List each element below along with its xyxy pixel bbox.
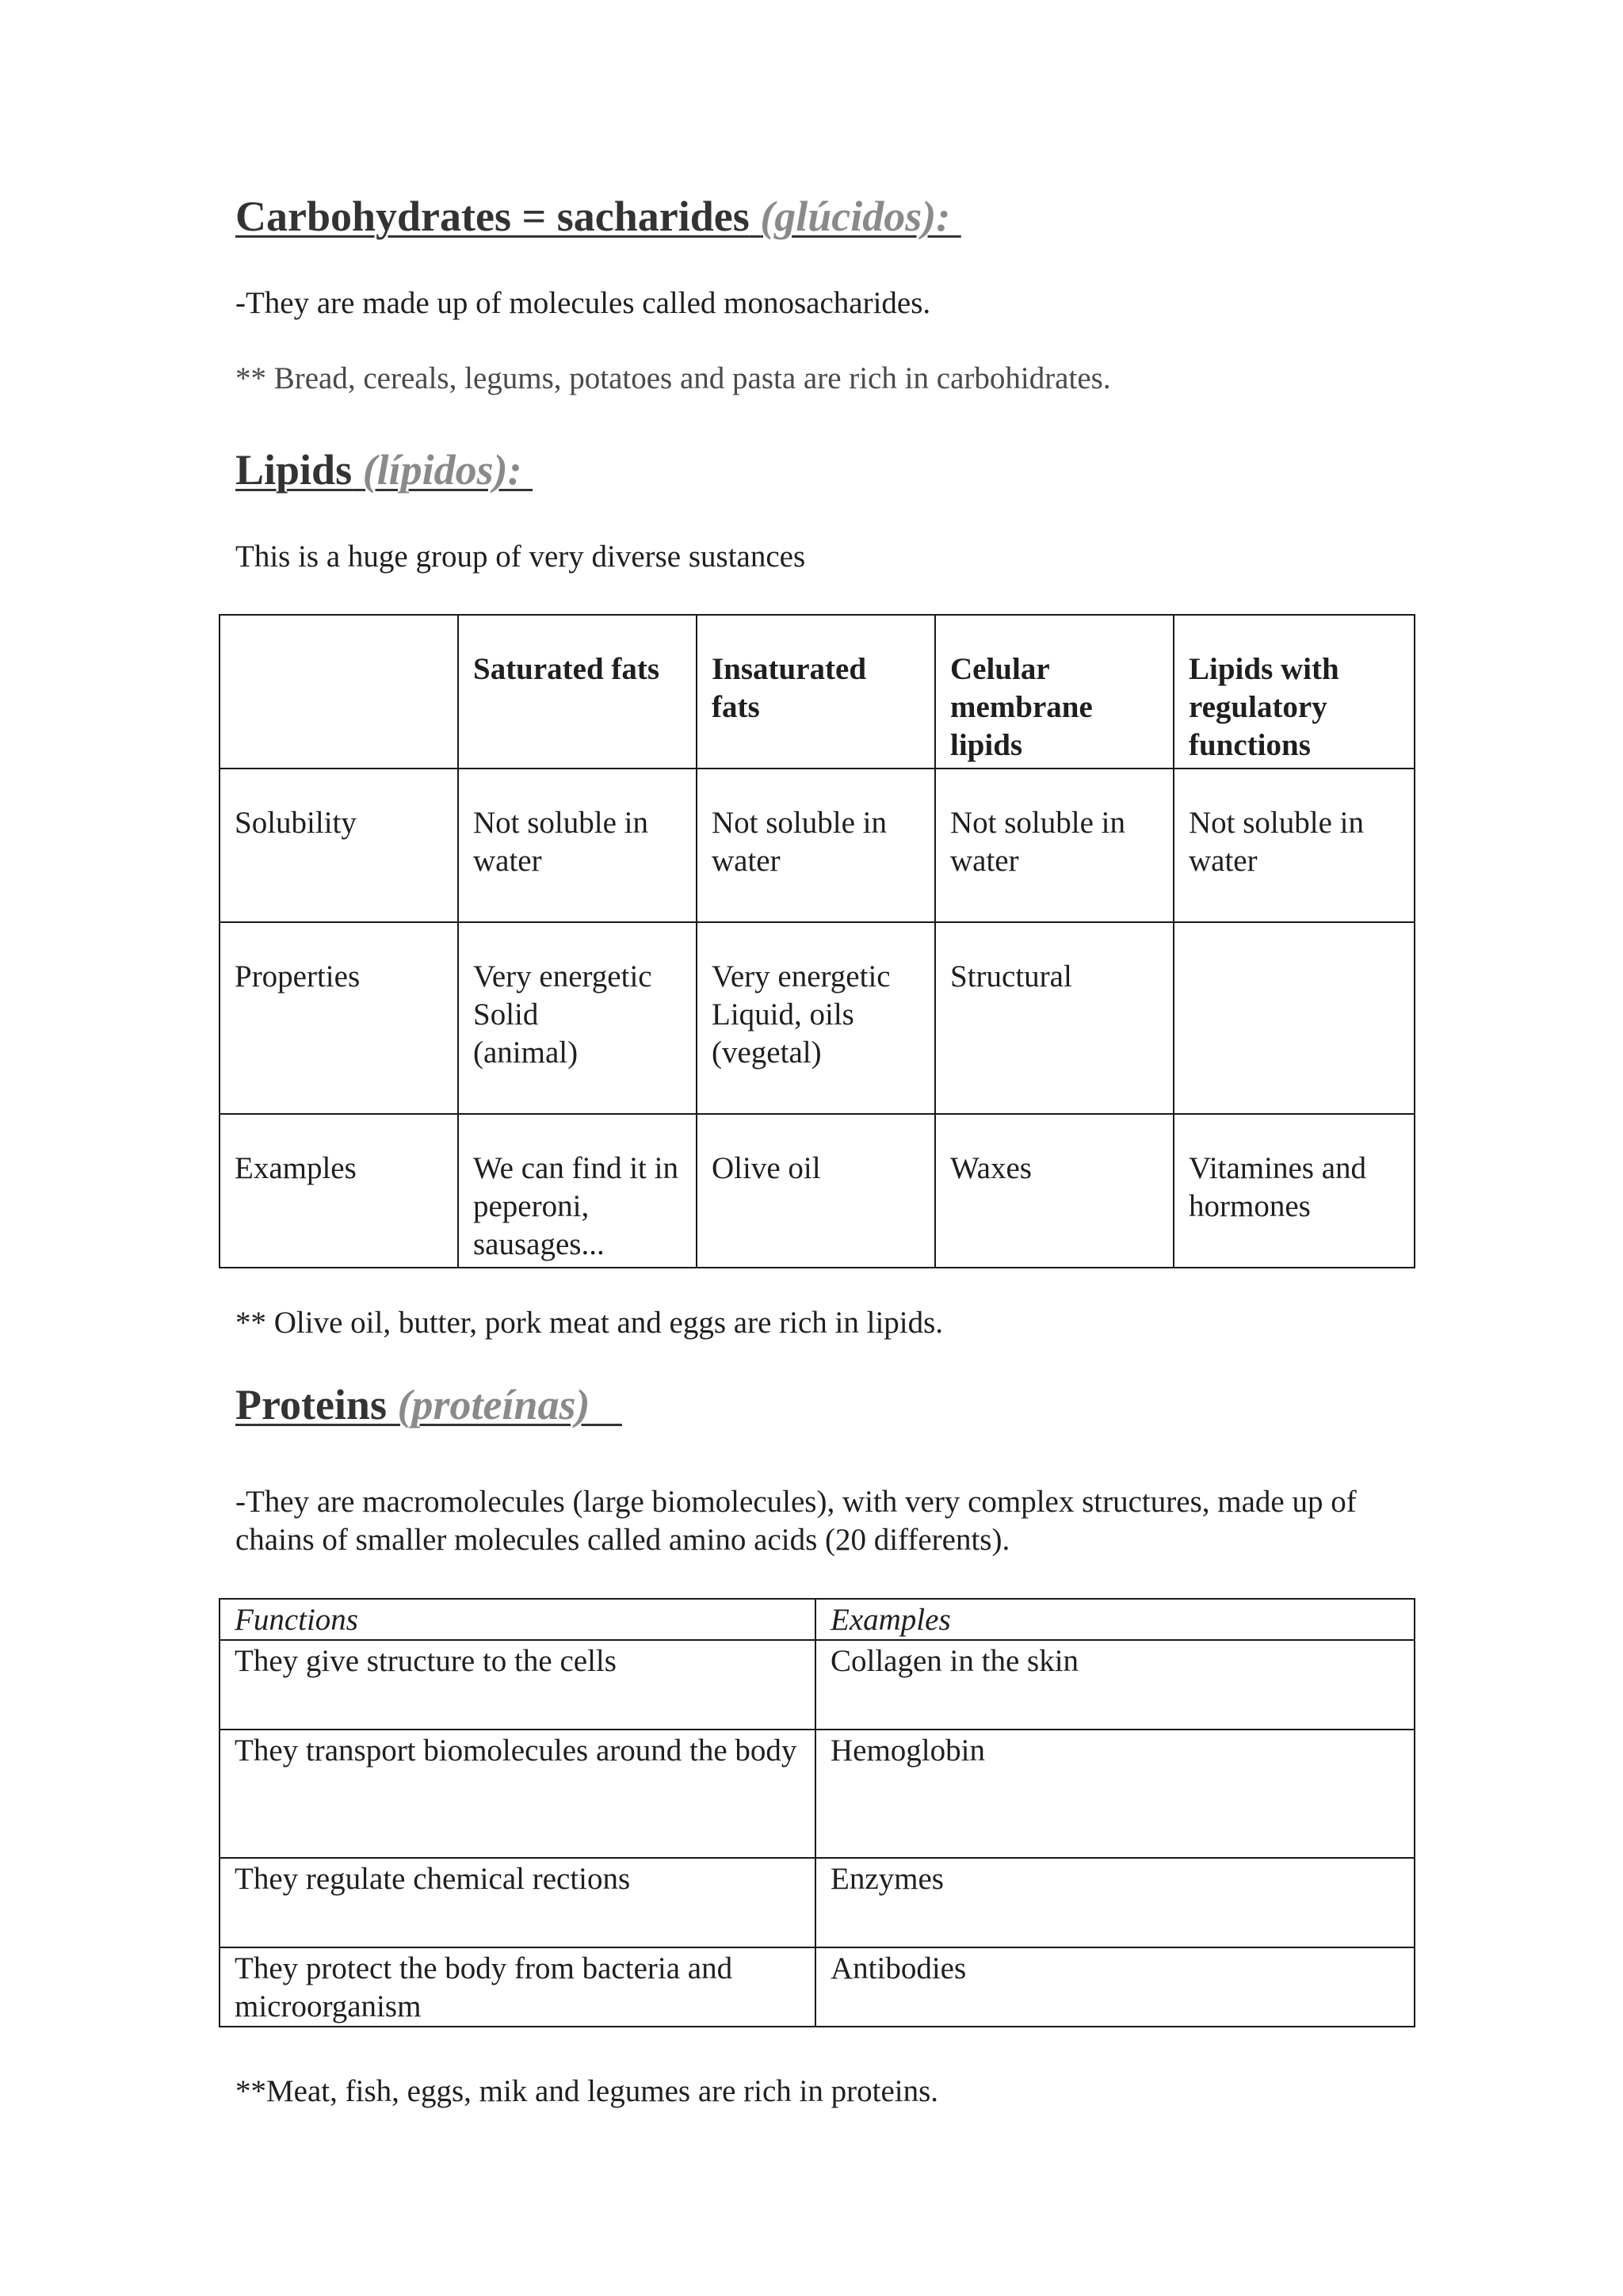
cell-line: (vegetal) bbox=[712, 1035, 822, 1070]
table-cell bbox=[458, 922, 697, 1114]
carbohydrates-line-2: ** Bread, cereals, legums, potatoes and pasta are rich in carbohidrates. bbox=[235, 361, 1111, 395]
table-row bbox=[220, 1947, 1415, 2027]
lipids-title: Lipids bbox=[235, 446, 353, 494]
protein-example: Enzymes bbox=[815, 1858, 1415, 1947]
proteins-intro: -They are macromolecules (large biomolecules), with very complex structures, made up of chains of smaller molecules called amino acids (20 differents). bbox=[235, 1485, 1357, 1557]
protein-function: They regulate chemical rections bbox=[220, 1858, 815, 1947]
table-cell: Not soluble in water bbox=[1174, 769, 1415, 922]
protein-function: They protect the body from bacteria and microorganism bbox=[220, 1947, 815, 2027]
lipids-intro: This is a huge group of very diverse sustances bbox=[235, 540, 806, 574]
lipids-row-solubility bbox=[220, 769, 1415, 922]
cell-line: Solid bbox=[473, 997, 539, 1032]
carbohydrates-title: Carbohydrates = sacharides bbox=[235, 193, 750, 240]
proteins-header-functions: Functions bbox=[220, 1599, 815, 1640]
lipids-header-row bbox=[220, 615, 1415, 769]
proteins-note: **Meat, fish, eggs, mik and legumes are rich in proteins. bbox=[235, 2074, 939, 2108]
lipids-header-saturated: Saturated fats bbox=[458, 615, 697, 769]
table-cell bbox=[697, 922, 935, 1114]
protein-function: They transport biomolecules around the body bbox=[220, 1730, 815, 1858]
table-cell: Vitamines and hormones bbox=[1174, 1114, 1415, 1268]
lipids-table bbox=[219, 614, 1415, 1268]
lipids-heading bbox=[235, 445, 533, 494]
proteins-header-row bbox=[220, 1599, 1415, 1640]
lipids-header-insaturated: Insaturated fats bbox=[697, 615, 935, 769]
lipids-row-label: Solubility bbox=[220, 769, 458, 922]
proteins-title: Proteins bbox=[235, 1381, 387, 1428]
lipids-title-sub: (lípidos): bbox=[362, 446, 533, 494]
table-cell bbox=[1174, 922, 1415, 1114]
proteins-header-examples: Examples bbox=[815, 1599, 1415, 1640]
table-cell: Not soluble in water bbox=[458, 769, 697, 922]
table-cell: Not soluble in water bbox=[697, 769, 935, 922]
table-cell: We can find it in peperoni, sausages... bbox=[458, 1114, 697, 1268]
cell-line: Very energetic bbox=[473, 959, 652, 994]
lipids-header-membrane: Celular membrane lipids bbox=[935, 615, 1174, 769]
lipids-row-label: Examples bbox=[220, 1114, 458, 1268]
lipids-row-examples bbox=[220, 1114, 1415, 1268]
carbohydrates-heading bbox=[235, 192, 961, 241]
table-cell: Not soluble in water bbox=[935, 769, 1174, 922]
table-row bbox=[220, 1858, 1415, 1947]
cell-line: (animal) bbox=[473, 1035, 579, 1070]
lipids-row-label: Properties bbox=[220, 922, 458, 1114]
table-row bbox=[220, 1640, 1415, 1730]
proteins-title-sub: (proteínas) bbox=[397, 1381, 622, 1428]
lipids-header-empty bbox=[220, 615, 458, 769]
lipids-header-regulatory: Lipids with regulatory functions bbox=[1174, 615, 1415, 769]
table-row bbox=[220, 1730, 1415, 1858]
lipids-row-properties bbox=[220, 922, 1415, 1114]
proteins-table bbox=[219, 1598, 1415, 2027]
proteins-heading bbox=[235, 1380, 622, 1429]
carbohydrates-title-sub: (glúcidos): bbox=[760, 193, 961, 240]
table-cell: Structural bbox=[935, 922, 1174, 1114]
cell-line: Very energetic bbox=[712, 959, 891, 994]
cell-line: Liquid, oils bbox=[712, 997, 854, 1032]
protein-example: Antibodies bbox=[815, 1947, 1415, 2027]
protein-example: Collagen in the skin bbox=[815, 1640, 1415, 1730]
table-cell: Waxes bbox=[935, 1114, 1174, 1268]
lipids-note: ** Olive oil, butter, pork meat and eggs are rich in lipids. bbox=[235, 1306, 944, 1340]
carbohydrates-line-1: -They are made up of molecules called monosacharides. bbox=[235, 286, 931, 320]
table-cell: Olive oil bbox=[697, 1114, 935, 1268]
protein-example: Hemoglobin bbox=[815, 1730, 1415, 1858]
protein-function: They give structure to the cells bbox=[220, 1640, 815, 1730]
